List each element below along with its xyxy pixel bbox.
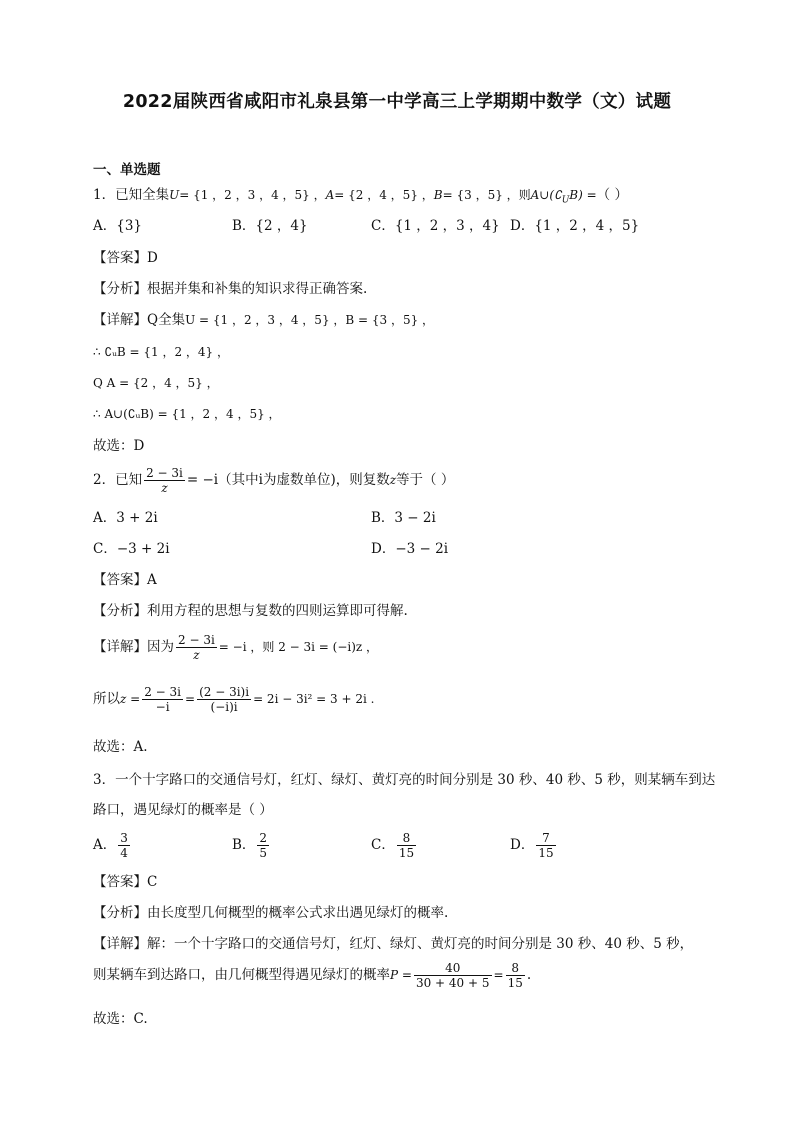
q1-detail-2: ∴ ∁ᵤB = {1 ，2 ，4} ， — [93, 345, 229, 359]
q3-detail-1: 【详解】解：一个十字路口的交通信号灯，红灯、绿灯、黄灯亮的时间分别是 30 秒、40 秒、5 秒， — [93, 936, 694, 952]
q1-option-b: B．{2 ，4} — [232, 218, 308, 234]
q1-option-a: A．{3} — [93, 218, 143, 234]
q1-option-c: C．{1 ，2 ，3 ，4} — [371, 218, 500, 234]
q1-detail-3: Q A = {2 ，4 ，5} ， — [93, 376, 219, 390]
q1-detail-1: 【详解】Q全集U = {1 ，2 ，3 ，4 ，5} ，B = {3 ，5} ， — [93, 312, 435, 328]
q1-detail-4: ∴ A∪(∁ᵤB) = {1 ，2 ，4 ，5} ， — [93, 407, 281, 421]
q2-option-d: D．−3 − 2i — [371, 541, 449, 557]
q1-choose: 故选：D — [93, 438, 145, 454]
q2-choose: 故选：A. — [93, 739, 148, 755]
q2-detail-1: 【详解】因为 $\frac{2 - 3i}{z}$ = −i ，则 2 − 3i = (−i)z ， — [93, 633, 379, 662]
q2-answer: 【答案】A — [93, 572, 157, 588]
q1-analysis: 【分析】根据并集和补集的知识求得正确答案. — [93, 281, 368, 297]
page-title: 2022届陕西省咸阳市礼泉县第一中学高三上学期期中数学（文）试题 — [122, 92, 672, 112]
q3-option-a: A． $\frac{3}{4}$ — [93, 831, 128, 860]
q2-fraction: $\frac{2 - 3i}{z}$ — [146, 466, 183, 495]
q2-option-b: B．3 − 2i — [371, 510, 436, 526]
q3-option-c: C． $\frac{8}{15}$ — [371, 831, 415, 860]
question-1-stem: 1．已知全集U= {1 ，2 ，3 ，4 ，5} ，A= {2 ，4 ，5} ，B= {3 ，5} ，则$A\cup(∁_UB)$ =（ ） — [93, 187, 628, 206]
q1-option-d: D．{1 ，2 ，4 ，5} — [510, 218, 640, 234]
q2-option-a: A．3 + 2i — [93, 510, 158, 526]
q2-option-c: C．−3 + 2i — [93, 541, 170, 557]
q3-option-d: D． $\frac{7}{15}$ — [510, 831, 554, 860]
section-heading: 一、单选题 — [93, 162, 161, 178]
question-2-stem: 2．已知 $\frac{2 - 3i}{z}$ = −i（其中i为虚数单位)，则复数z等于（ ） — [93, 466, 455, 495]
q3-answer: 【答案】C — [93, 874, 158, 890]
q1-answer: 【答案】D — [93, 250, 158, 266]
q3-detail-2: 则某辆车到达路口，由几何概型得遇见绿灯的概率P = $\frac{40}{30 + 40 + 5}$ = $\frac{8}{15}$ . — [93, 961, 532, 990]
q2-analysis: 【分析】利用方程的思想与复数的四则运算即可得解. — [93, 603, 408, 619]
question-3-stem-line1: 3．一个十字路口的交通信号灯，红灯、绿灯、黄灯亮的时间分别是 30 秒、40 秒、5 秒，则某辆车到达 — [93, 772, 716, 788]
q2-detail-2: 所以z = $\frac{2 - 3i}{-i}$ = $\frac{(2 - 3i)i}{(-i)i}$ = 2i − 3i² = 3 + 2i . — [93, 685, 375, 714]
q3-analysis: 【分析】由长度型几何概型的概率公式求出遇见绿灯的概率. — [93, 905, 449, 921]
q3-choose: 故选：C. — [93, 1011, 148, 1027]
q3-option-b: B． $\frac{2}{5}$ — [232, 831, 268, 860]
question-3-stem-line2: 路口，遇见绿灯的概率是（ ） — [93, 802, 273, 818]
